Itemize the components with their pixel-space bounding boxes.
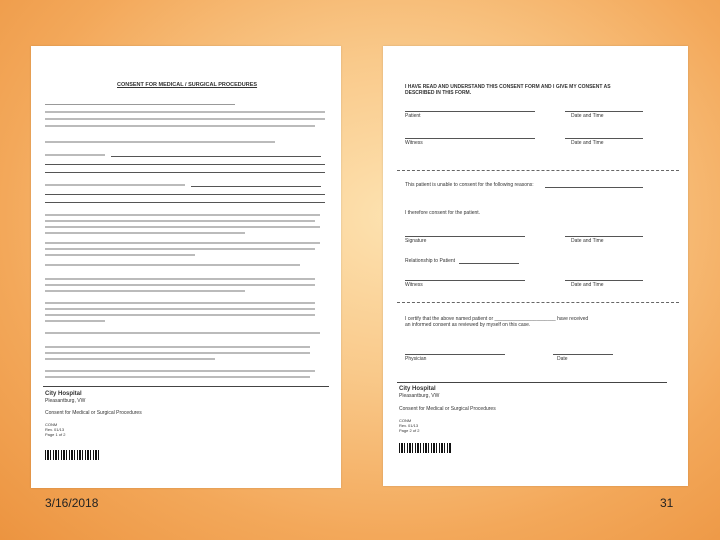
consent-form-page-2 xyxy=(383,46,688,486)
barcode xyxy=(399,443,451,453)
physician-date-line[interactable] xyxy=(553,354,613,355)
form-name: Consent for Medical or Surgical Procedures xyxy=(399,406,496,412)
relationship-label: Relationship to Patient xyxy=(405,258,456,264)
form-name: Consent for Medical or Surgical Procedures xyxy=(45,410,142,416)
certify-text-line1: I certify that the above named patient or ______________________ have received xyxy=(405,316,589,322)
physician-label: Physician xyxy=(405,356,427,362)
footer-divider xyxy=(397,382,667,383)
witness-signature-line[interactable] xyxy=(405,138,535,139)
witness-label: Witness xyxy=(405,282,423,288)
form-revision: Rev. 01/13 xyxy=(45,427,65,432)
date-time-label: Date and Time xyxy=(571,113,604,119)
hospital-name: City Hospital xyxy=(399,386,436,392)
signature-label: Signature xyxy=(405,238,427,244)
date-time-label: Date and Time xyxy=(571,140,604,146)
patient-date-line[interactable] xyxy=(565,111,643,112)
witness2-signature-line[interactable] xyxy=(405,280,525,281)
form-code: CONM xyxy=(399,418,412,423)
date-time-label: Date and Time xyxy=(571,238,604,244)
barcode xyxy=(45,450,101,460)
section-divider xyxy=(397,170,679,171)
section-divider xyxy=(397,302,679,303)
hospital-location: Pleasantburg, VW xyxy=(45,398,86,404)
form-code: CONM xyxy=(45,422,58,427)
form-revision: Rev. 01/13 xyxy=(399,423,419,428)
witness-label: Witness xyxy=(405,140,423,146)
patient-label: Patient xyxy=(405,113,421,119)
unable-reason-line[interactable] xyxy=(545,187,643,188)
form-title: CONSENT FOR MEDICAL / SURGICAL PROCEDURES xyxy=(117,82,258,88)
patient-signature-line[interactable] xyxy=(405,111,535,112)
date-time-label: Date and Time xyxy=(571,282,604,288)
slide-number: 31 xyxy=(660,496,674,510)
slide-date: 3/16/2018 xyxy=(45,496,99,510)
consent-heading-line2: DESCRIBED IN THIS FORM. xyxy=(405,90,472,96)
date-label: Date xyxy=(557,356,568,362)
footer-divider xyxy=(43,386,329,387)
consent-form-page-1 xyxy=(31,46,341,488)
hospital-location: Pleasantburg, VW xyxy=(399,393,440,399)
hospital-name: City Hospital xyxy=(45,391,82,397)
witness2-date-line[interactable] xyxy=(565,280,643,281)
witness-date-line[interactable] xyxy=(565,138,643,139)
form-page: Page 1 of 2 xyxy=(45,432,66,437)
certify-text-line2: an informed consent as reviewed by myself on this case. xyxy=(405,322,531,328)
therefore-consent-text: I therefore consent for the patient. xyxy=(405,210,481,216)
form-page: Page 2 of 2 xyxy=(399,428,420,433)
consent-heading-line1: I HAVE READ AND UNDERSTAND THIS CONSENT FORM AND I GIVE MY CONSENT AS xyxy=(405,84,611,90)
physician-signature-line[interactable] xyxy=(405,354,505,355)
unable-to-consent-text: This patient is unable to consent for the following reasons: xyxy=(405,182,534,188)
surrogate-date-line[interactable] xyxy=(565,236,643,237)
relationship-line[interactable] xyxy=(459,263,519,264)
surrogate-signature-line[interactable] xyxy=(405,236,525,237)
